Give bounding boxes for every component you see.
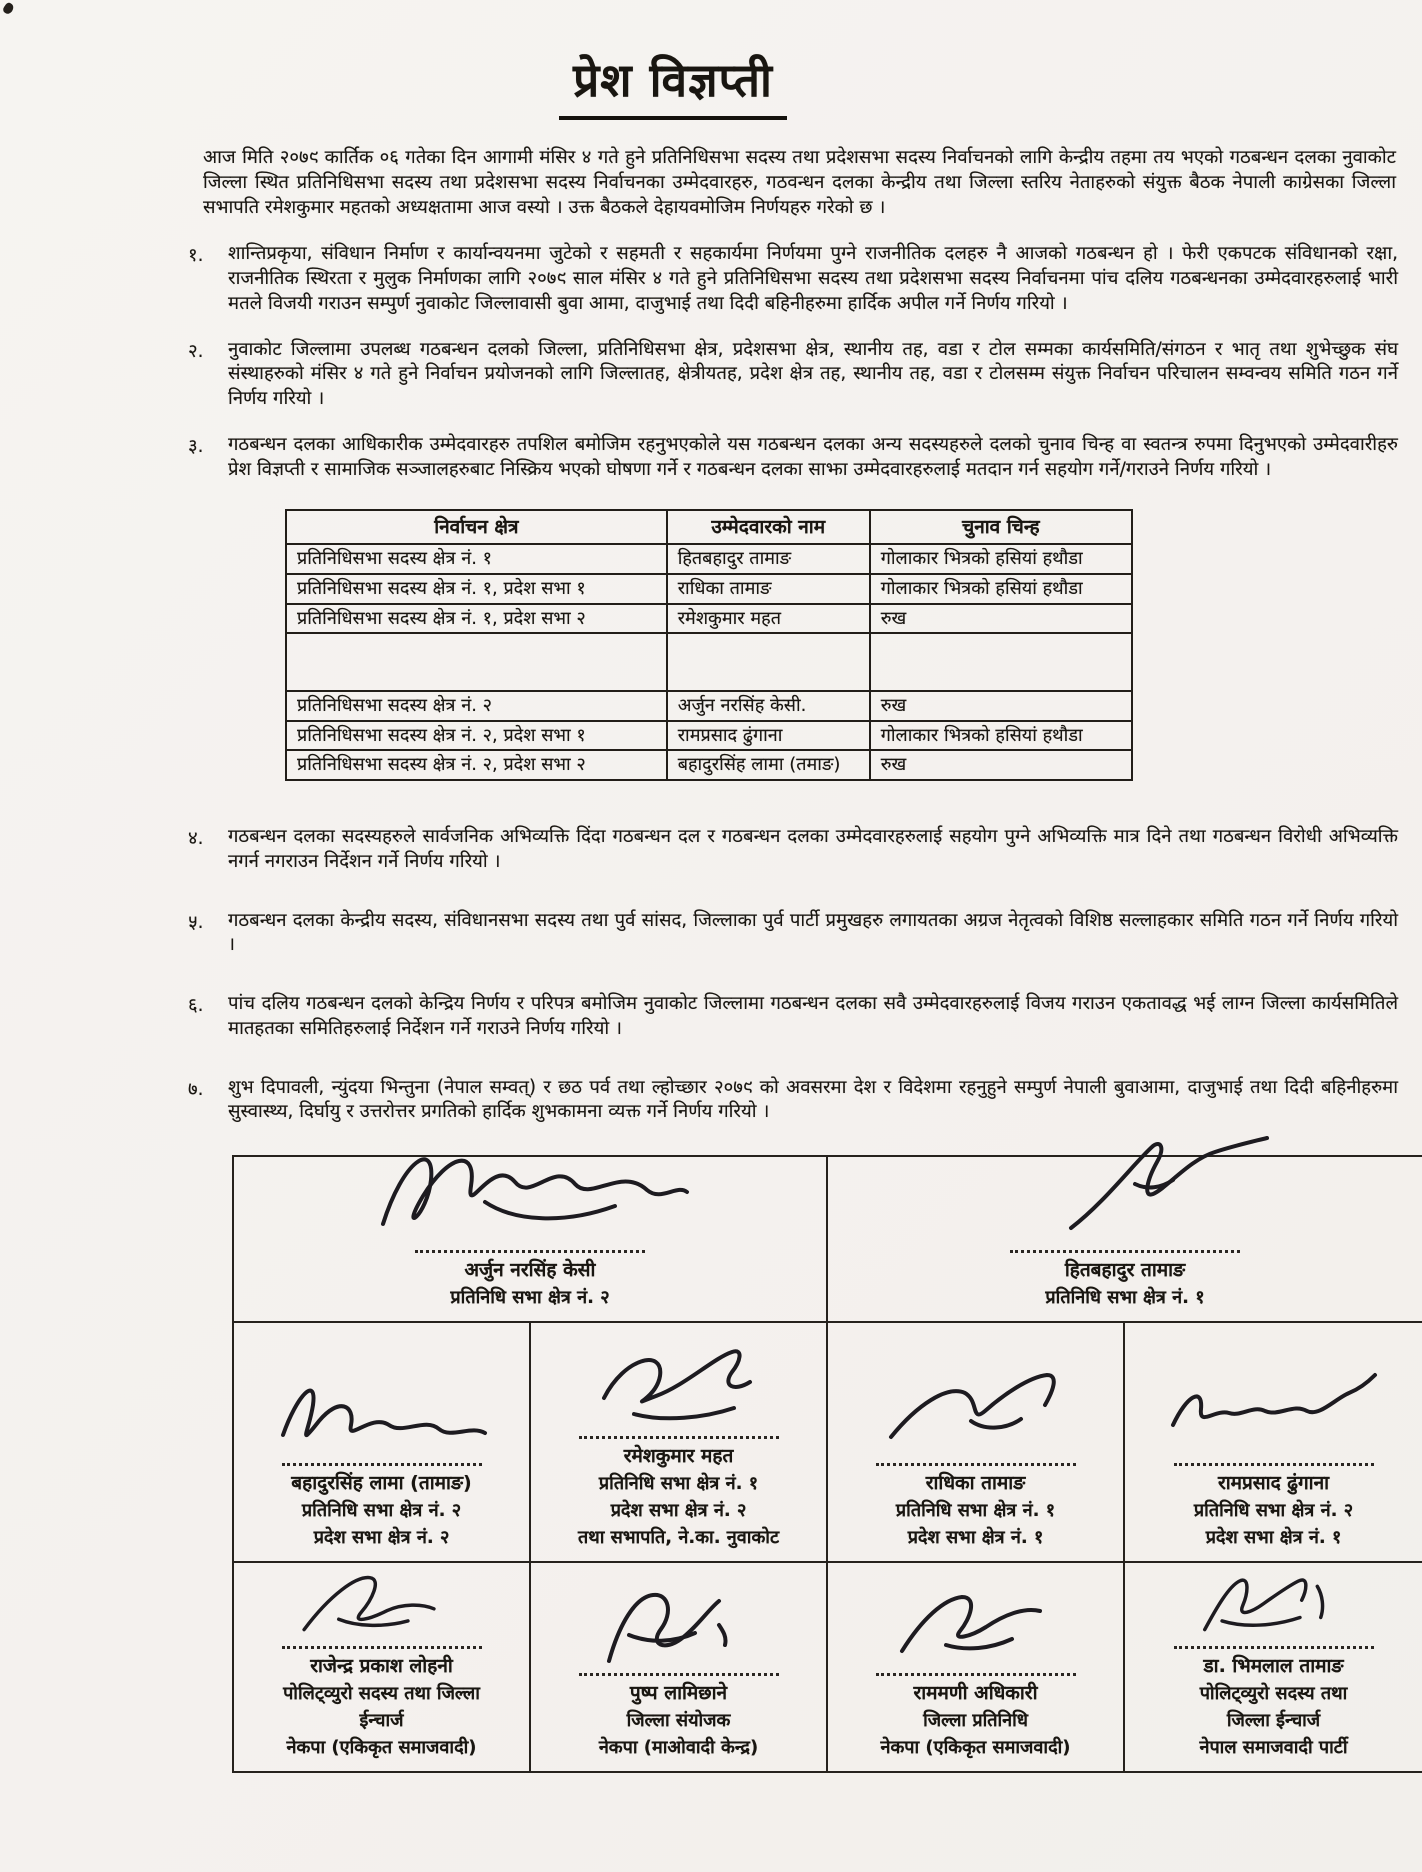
decision-list	[188, 242, 1398, 1125]
signatory-role: नेकपा (माओवादी केन्द्र)	[598, 1737, 759, 1759]
cell-symbol	[870, 633, 1132, 691]
signature-cell-ramprasad	[1125, 1323, 1422, 1563]
dotted-signature-line	[282, 1463, 482, 1466]
cell-symbol: रुख	[870, 691, 1132, 721]
cell-candidate: राधिका तामाङ	[667, 574, 870, 604]
signatory-name: डा. भिमलाल तामाङ	[1203, 1654, 1344, 1677]
signature-cell-bahadursingh	[234, 1323, 531, 1563]
signature-cell-radhika	[828, 1323, 1125, 1563]
cell-constituency	[286, 633, 667, 691]
table-row	[286, 604, 1132, 634]
signature-cell-hitbahadur	[828, 1157, 1422, 1323]
candidates-table	[285, 509, 1133, 781]
header-election-symbol: चुनाव चिन्ह	[870, 510, 1132, 545]
signatory-name: पुष्प लामिछाने	[629, 1681, 728, 1704]
cell-constituency: प्रतिनिधिसभा सदस्य क्षेत्र नं. १, प्रदेश सभा २	[286, 604, 667, 634]
item-number: ६.	[188, 995, 204, 1017]
table-header-row	[286, 510, 1132, 545]
signatory-role: पोलिट्व्युरो सदस्य तथा जिल्ला	[283, 1683, 480, 1705]
table-row	[286, 691, 1132, 721]
table-row-empty	[286, 633, 1132, 691]
dotted-signature-line	[1174, 1463, 1374, 1466]
cell-symbol: रुख	[870, 604, 1132, 634]
cell-symbol: रुख	[870, 750, 1132, 780]
dotted-signature-line	[1174, 1646, 1374, 1649]
signature-cell-pushpa	[531, 1563, 828, 1771]
decision-item-7	[188, 1076, 1398, 1126]
signatory-role: प्रतिनिधि सभा क्षेत्र नं. १	[1045, 1287, 1205, 1309]
signature-cell-arjun	[234, 1157, 828, 1323]
cell-candidate: रमेशकुमार महत	[667, 604, 870, 634]
item-number: १.	[188, 245, 204, 267]
intro-paragraph: आज मिति २०७९ कार्तिक ०६ गतेका दिन आगामी मंसिर ४ गते हुने प्रतिनिधिसभा सदस्य तथा प्रदेशसभा सदस्य निर्वाचनको लागि केन्द्रीय तहमा तय भएको गठबन्धन दलका नुवाकोट जिल्ला स्थित प्रतिनिधिसभा सदस्य तथा प्रदेशसभा सदस्य निर्वाचनका उम्मेदवारहरु, गठवन्धन दलका केन्द्रीय तथा जिल्ला स्तरिय नेताहरुको संयुक्त बैठक नेपाली काग्रेसका जिल्ला सभापति रमेशकुमार महतको अध्यक्षतामा आज वस्यो । उक्त बैठकले देहायवमोजिम निर्णयहरु गरेको छ ।	[203, 147, 1396, 218]
table-row	[286, 750, 1132, 780]
cell-candidate: हितबहादुर तामाङ	[667, 544, 870, 574]
dotted-signature-line	[876, 1463, 1076, 1466]
signature-grid	[232, 1155, 1422, 1773]
signature-scribble-icon	[365, 1132, 695, 1250]
decision-item-5	[188, 909, 1398, 959]
cell-constituency: प्रतिनिधिसभा सदस्य क्षेत्र नं. २, प्रदेश सभा १	[286, 721, 667, 751]
item-number: ३.	[188, 436, 204, 458]
dotted-signature-line	[579, 1673, 779, 1676]
signatory-role: प्रतिनिधि सभा क्षेत्र नं. २	[301, 1500, 462, 1522]
signatory-name: हितबहादुर तामाङ	[1064, 1258, 1186, 1281]
signature-scribble-icon	[975, 1132, 1275, 1250]
signature-cell-rammani	[828, 1563, 1125, 1771]
item-number: ४.	[188, 827, 204, 849]
cell-candidate	[667, 633, 870, 691]
table-row	[286, 574, 1132, 604]
signature-cell-bhimlal	[1125, 1563, 1422, 1771]
signatory-role: प्रतिनिधि सभा क्षेत्र नं. १	[598, 1473, 759, 1495]
item-number: ५.	[188, 911, 204, 933]
candidates-table-wrap	[285, 509, 1133, 781]
signatory-role: नेपाल समाजवादी पार्टी	[1199, 1737, 1348, 1759]
signature-scribble-icon	[569, 1585, 789, 1671]
signatory-role: नेकपा (एकिकृत समाजवादी)	[880, 1737, 1071, 1759]
cell-symbol: गोलाकार भित्रको हसियां हथौडा	[870, 574, 1132, 604]
signatory-name: अर्जुन नरसिंह केसी	[464, 1258, 596, 1281]
table-row	[286, 721, 1132, 751]
cell-symbol: गोलाकार भित्रको हसियां हथौडा	[870, 721, 1132, 751]
item-text: शुभ दिपावली, न्युंदया भिन्तुना (नेपाल सम्वत्) र छठ पर्व तथा ल्होच्छार २०७९ को अवसरमा देश र विदेशमा रहनुहुने सम्पुर्ण नेपाली बुवाआमा, दाजुभाई तथा दिदी बहिनीहरुमा सुस्वास्थ्य, दिर्घायु र उत्तरोत्तर प्रगतिको हार्दिक शुभकामना व्यक्त गर्ने निर्णय गरियो ।	[228, 1076, 1398, 1123]
signatory-role: ईन्चार्ज	[359, 1710, 404, 1732]
cell-constituency: प्रतिनिधिसभा सदस्य क्षेत्र नं. २, प्रदेश सभा २	[286, 750, 667, 780]
decision-item-6	[188, 992, 1398, 1042]
title-wrap	[0, 0, 1422, 120]
signature-cell-rameshkumar	[531, 1323, 828, 1563]
signatory-name: रमेशकुमार महत	[623, 1444, 734, 1467]
signatory-role: जिल्ला ईन्चार्ज	[1226, 1710, 1321, 1732]
signatory-role: प्रतिनिधि सभा क्षेत्र नं. १	[895, 1500, 1056, 1522]
signature-scribble-icon	[861, 1365, 1091, 1461]
cell-constituency: प्रतिनिधिसभा सदस्य क्षेत्र नं. १	[286, 544, 667, 574]
dotted-signature-line	[415, 1250, 645, 1253]
signatory-role: पोलिट्व्युरो सदस्य तथा	[1199, 1683, 1348, 1705]
dotted-signature-line	[1010, 1250, 1240, 1253]
table-row	[286, 544, 1132, 574]
signature-scribble-icon	[267, 1365, 497, 1461]
item-text: गठबन्धन दलका सदस्यहरुले सार्वजनिक अभिव्यक्ति दिंदा गठबन्धन दल र गठबन्धन दलका उम्मेदवारहरुलाई सहयोग पुग्ने अभिव्यक्ति मात्र दिने तथा गठबन्धन विरोधी अभिव्यक्ति नगर्न नगराउन निर्देशन गर्ने निर्णय गरियो ।	[228, 825, 1398, 872]
dotted-signature-line	[876, 1673, 1076, 1676]
decision-item-2	[188, 338, 1398, 412]
signatory-role: प्रदेश सभा क्षेत्र नं. १	[907, 1527, 1044, 1549]
cell-candidate: बहादुरसिंह लामा (तमाङ)	[667, 750, 870, 780]
item-text: शान्तिप्रकृया, संविधान निर्माण र कार्यान्वयनमा जुटेको र सहमती र सहकार्यमा निर्णयमा पुग्ने राजनीतिक दलहरु नै आजको गठबन्धन हो । फेरी एकपटक संविधानको रक्षा, राजनीतिक स्थिरता र मुलुक निर्माणका लागि २०७९ साल मंसिर ४ गते हुने प्रतिनिधिसभा सदस्य तथा प्रदेशसभा सदस्य निर्वाचनमा पांच दलिय गठबन्धनका उम्मेदवारहरुलाई भारी मतले विजयी गराउन सम्पुर्ण नुवाकोट जिल्लावासी बुवा आमा, दाजुभाई तथा दिदी बहिनीहरुमा हार्दिक अपील गर्ने निर्णय गरियो ।	[228, 243, 1398, 314]
signature-cell-rajendra	[234, 1563, 531, 1771]
signature-scribble-icon	[272, 1569, 492, 1643]
decision-item-1	[188, 242, 1398, 316]
dotted-signature-line	[282, 1646, 482, 1649]
signatory-role: जिल्ला संयोजक	[626, 1710, 731, 1732]
item-text: गठबन्धन दलका केन्द्रीय सदस्य, संविधानसभा सदस्य तथा पुर्व सांसद, जिल्लाका पुर्व पार्टी प्रमुखहरु लगायतका अग्रज नेतृत्वको विशिष्ठ सल्लाहकार समिति गठन गर्ने निर्णय गरियो ।	[228, 909, 1398, 956]
signature-scribble-icon	[1164, 1569, 1384, 1643]
decision-item-3	[188, 433, 1398, 483]
signature-scribble-icon	[866, 1585, 1086, 1671]
cell-symbol: गोलाकार भित्रको हसियां हथौडा	[870, 544, 1132, 574]
signatory-name: रामप्रसाद ढुंगाना	[1217, 1471, 1330, 1494]
signatory-role: प्रदेश सभा क्षेत्र नं. १	[1205, 1527, 1342, 1549]
signatory-name: बहादुरसिंह लामा (तामाङ)	[291, 1471, 472, 1494]
cell-constituency: प्रतिनिधिसभा सदस्य क्षेत्र नं. २	[286, 691, 667, 721]
cell-candidate: अर्जुन नरसिंह केसी.	[667, 691, 870, 721]
signatory-role: प्रतिनिधि सभा क्षेत्र नं. २	[450, 1287, 610, 1309]
signatory-name: राजेन्द्र प्रकाश लोहनी	[310, 1654, 453, 1677]
signatory-role: प्रदेश सभा क्षेत्र नं. २	[610, 1500, 747, 1522]
header-constituency: निर्वाचन क्षेत्र	[286, 510, 667, 545]
signatory-role: जिल्ला प्रतिनिधि	[923, 1710, 1028, 1732]
decision-item-4	[188, 825, 1398, 875]
item-text: नुवाकोट जिल्लामा उपलब्ध गठबन्धन दलको जिल्ला, प्रतिनिधिसभा क्षेत्र, प्रदेशसभा क्षेत्र, स्थानीय तह, वडा र टोल सम्मका कार्यसमिति/संगठन र भातृ तथा शुभेच्छुक संघ संस्थाहरुको मंसिर ४ गते हुने निर्वाचन प्रयोजनको लागि जिल्लातह, क्षेत्रीयतह, प्रदेश क्षेत्र तह, स्थानीय तह, वडा र टोलसम्म संयुक्त निर्वाचन परिचालन सम्वन्वय समिति गठन गर्ने निर्णय गरियो ।	[228, 338, 1398, 410]
signatory-role: तथा सभापति, ने.का. नुवाकोट	[577, 1527, 780, 1549]
dotted-signature-line	[579, 1436, 779, 1439]
item-text: पांच दलिय गठबन्धन दलको केन्द्रिय निर्णय र परिपत्र बमोजिम नुवाकोट जिल्लामा गठबन्धन दलका सवै उम्मेदवारहरुलाई विजय गराउन एकतावद्ध भई लाग्न जिल्ला कार्यसमितिले मातहतका समितिहरुलाई निर्देशन गर्ने गराउने निर्णय गरियो ।	[228, 993, 1398, 1039]
cell-candidate: रामप्रसाद ढुंगाना	[667, 721, 870, 751]
item-number: ७.	[188, 1078, 204, 1100]
cell-constituency: प्रतिनिधिसभा सदस्य क्षेत्र नं. १, प्रदेश सभा १	[286, 574, 667, 604]
item-number: २.	[188, 340, 204, 362]
signature-scribble-icon	[564, 1338, 794, 1434]
signatory-role: प्रदेश सभा क्षेत्र नं. २	[313, 1527, 450, 1549]
signatory-role: नेकपा (एकिकृत समाजवादी)	[286, 1737, 477, 1759]
signatory-name: राधिका तामाङ	[925, 1471, 1026, 1494]
page-title: प्रेश विज्ञप्ती	[559, 48, 787, 120]
signature-scribble-icon	[1159, 1365, 1389, 1461]
signatory-name: राममणी अधिकारी	[913, 1681, 1038, 1704]
header-candidate-name: उम्मेदवारको नाम	[667, 510, 870, 545]
item-text: गठबन्धन दलका आधिकारीक उम्मेदवारहरु तपशिल बमोजिम रहनुभएकोले यस गठबन्धन दलका अन्य सदस्यहरुले दलको चुनाव चिन्ह वा स्वतन्त्र रुपमा दिनुभएको उम्मेदवारीहरु प्रेश विज्ञप्ती र सामाजिक सञ्जालहरुबाट निस्क्रिय भएको घोषणा गर्ने र गठबन्धन दलका साझा उम्मेदवारहरुलाई मतदान गर्न सहयोग गर्ने/गराउने निर्णय गरियो ।	[228, 434, 1398, 480]
signatory-role: प्रतिनिधि सभा क्षेत्र नं. २	[1193, 1500, 1354, 1522]
